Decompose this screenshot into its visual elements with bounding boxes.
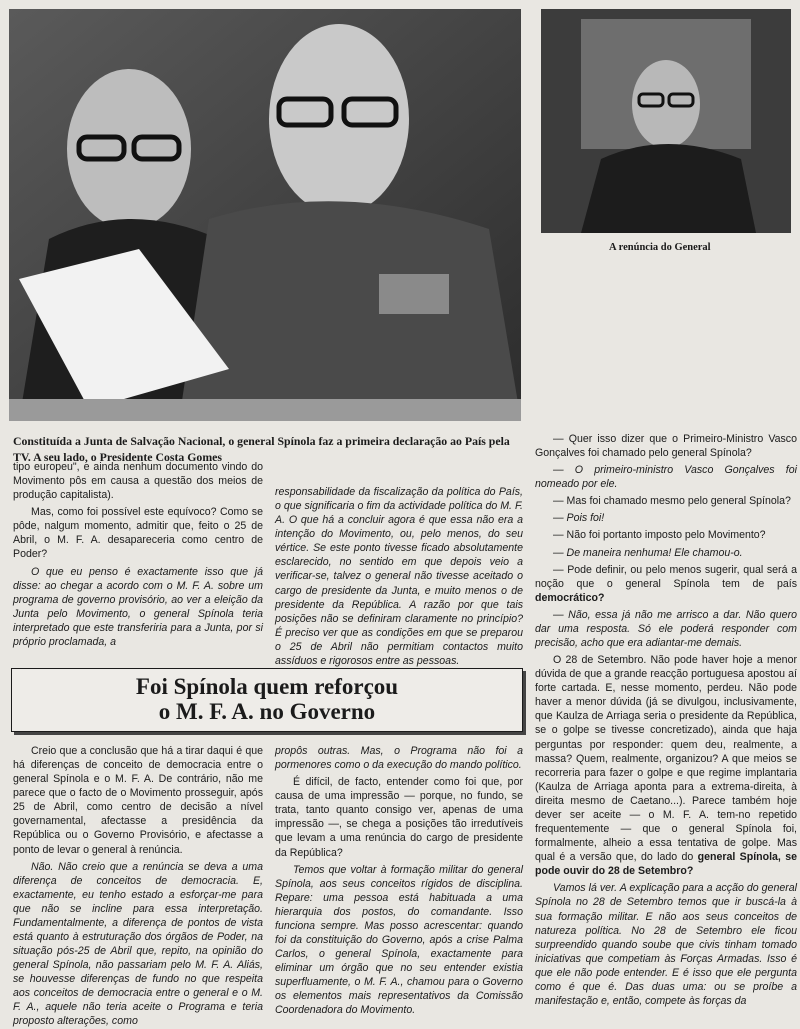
paragraph — [535, 563, 797, 605]
photo-junta-declaration — [9, 9, 521, 421]
paragraph: tipo europeu", e ainda nenhum documento vindo do Movimento pôs em causa a questão dos meios de produção capitalista). — [13, 461, 263, 502]
paragraph: propôs outras. Mas, o Programa não foi a pormenores como o da execução do mando político. — [275, 745, 523, 772]
paragraph: — Pois foi! — [553, 512, 605, 525]
paragraph: — Quer isso dizer que o Primeiro-Ministro Vasco Gonçalves foi chamado pelo general Spínola? — [535, 433, 797, 460]
question-emphasis: democrático? — [535, 591, 605, 604]
photo-general-renuncia — [541, 9, 791, 233]
paragraph: Temos que voltar à formação militar do general Spínola, aos seus conceitos rígidos de disciplina. Repare: uma pessoa está habituada a uma hierarquia dos postos, do comandante. Isso funciona sempre. Mas posso acrescentar: quando foi da constituição do Governo, após a crise Palma Carlos, o general Spínola, exactamente para eliminar um órgão que no seu entender existia superfluamente, o M. F. A., chamou para o Governo os elementos mais representativos da Comissão Coordenadora do Movimento. — [275, 863, 523, 1017]
paragraph: Não. Não creio que a renúncia se deva a uma diferença de conceitos de democracia. E, exactamente, eu tenho estado a esforçar-me para que não se incline para essa interpretação. Fundamentalmente, a diferença de pontos de vista está quanto à estruturação dos órgãos de Poder, na situação pós-25 de Abril que, repito, na opinião do general Spínola, não passariam pelo M. F. A. Aliás, se houvesse diferenças de fundo no que respeita aos conceitos de democracia entre o general e o M. F. A., aquele não teria aceite o Programa e teria proposto alterações, como — [13, 860, 263, 1028]
paragraph: — Não, essa já não me arrisco a dar. Não quero dar uma resposta. Só ele poderá responder com precisão, acho que era adiantar-me demais. — [535, 608, 797, 650]
paragraph: É difícil, de facto, entender como foi que, por causa de uma impressão — porque, no fundo, se trata, tanto quanto consigo ver, apenas de uma impressão —, se chega a posições tão irredutíveis que levam a uma renúncia do cargo de presidente da República? — [275, 776, 523, 859]
side-photo-caption: A renúncia do General — [609, 242, 711, 253]
paragraph: — Não foi portanto imposto pelo Movimento? — [553, 529, 766, 542]
column-4 — [13, 744, 263, 1028]
paragraph: — De maneira nenhuma! Ele chamou-o. — [553, 546, 743, 559]
column-3 — [535, 432, 797, 1022]
question-emphasis: general Spínola, se pode ouvir do 28 de Setembro? — [535, 851, 797, 878]
main-photo-caption: Constituída a Junta de Salvação Nacional, o general Spínola faz a primeira declaração ao País pela TV. A seu lado, o Presidente Costa Gomes — [13, 434, 510, 464]
paragraph: Creio que a conclusão que há a tirar daqui é que há diferenças de conceito de democracia entre o general Spínola e o M. F. A. De contrário, não me parece que o facto de o Movimento prosseguir, após 25 de Abril, como centro de decisão a nível governamental, afectasse a presidência da República ou o Governo Provisório, e afectasse a ponto de levar o general à renúncia. — [13, 745, 263, 856]
paragraph: — O primeiro-ministro Vasco Gonçalves foi nomeado por ele. — [535, 464, 797, 491]
headline-box — [11, 668, 523, 732]
column-1 — [13, 460, 263, 665]
paragraph: O que eu penso é exactamente isso que já disse: ao chegar a acordo com o M. F. A. sobre um programa de governo provisório, ao ver a eleição da Junta pelo Movimento, o general Spínola teria interpretado que este transferiria para a Junta, por si próprio proclamada, a — [13, 565, 263, 648]
headline-line-1: Foi Spínola quem reforçou — [135, 674, 399, 700]
paragraph — [535, 653, 797, 878]
headline-line-2: o M. F. A. no Governo — [158, 699, 376, 724]
paragraph: Vamos lá ver. A explicação para a acção do general Spínola no 28 de Setembro temos que ir buscá-la à sua formação militar. E não aos seus conceitos de natureza política. No 28 de Setembro ele ficou surpreendido quando soube que civis tinham tomado iniciativas que competiam às Forças Armadas. Isso é que ele não pode entender. E é isso que ele pergunta como é que é. Das duas uma: ou se proíbe a manifestação e, então, compete às forças da — [535, 882, 797, 1007]
paragraph: Mas, como foi possível este equívoco? Como se pôde, nalgum momento, admitir que, feito o 25 de Abril, o M. F. A. desapareceria como centro de Poder? — [13, 506, 263, 561]
paragraph: — Mas foi chamado mesmo pelo general Spínola? — [553, 495, 791, 508]
paragraph-text: O 28 de Setembro. Não pode haver hoje a menor dúvida de que a grande reacção portuguesa apostou aí forte cartada. E, nesse momento, perdeu. Não pode haver a menor dúvida (já se divulgou, inclusivamente, que Kaulza de Arriaga seria o presidente da República, se o golpe se tivesse concretizado), ainda que haja perguntas por responder: quem deu, realmente, a massa? Quem, realmente, organizou? A que meios se recorreria para fazer o golpe e que regime implantaria (Kaulza de Arriaga aponta para a extrema-direita, à direita mesmo de Caetano...). Parece também hoje dever ser aceite — o M. F. A. tem-no repetido frequentemente — que o general Spínola foi, formalmente, alheio a essa tentativa de golpe. Mas qual é a versão que, do lado do — [535, 654, 797, 864]
paragraph: responsabilidade da fiscalização da política do País, o que significaria o fim da actividade política do M. F. A. O que há a concluir agora é que essa não era a intenção do Movimento, ou, pelo menos, do seu vértice. Se este ponto tivesse ficado absolutamente esclarecido, no sentido em que depois veio a verificar-se, talvez o general não tivesse aceitado o cargo de presidente da Junta, e muito menos o de presidente da República. A razão por que tais posições não se definiram claramente no princípio? É preciso ver que as condições em que se preparou o 25 de Abril não permitiam contactos muito assíduos e rigorosos entre as pessoas. — [275, 486, 523, 667]
column-5 — [275, 744, 523, 1021]
question-text: — Pode definir, ou pelo menos sugerir, qual será a noção que o general Spínola tem de país — [535, 563, 797, 590]
column-2 — [275, 485, 523, 667]
